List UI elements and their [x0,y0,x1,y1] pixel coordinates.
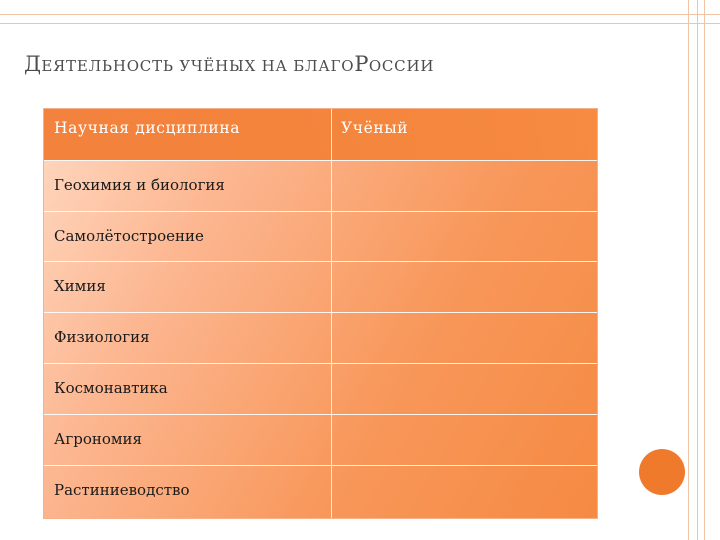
decor-vertical-line-1 [688,0,689,540]
row-divider [44,465,597,466]
row-discipline: Химия [54,277,106,295]
decor-vertical-line-3 [704,0,705,540]
decor-horizontal-line-1 [0,14,720,15]
row-divider [44,414,597,415]
title-part-2: ЕЯТЕЛЬНОСТЬ УЧЁНЫХ НА БЛАГО [41,57,355,75]
row-discipline: Космонавтика [54,379,168,397]
row-divider [44,312,597,313]
title-part-3: Р [354,52,369,76]
column-divider [331,109,332,518]
table-row [44,261,597,311]
decor-horizontal-line-2 [0,23,720,24]
header-scientist: Учёный [341,119,409,137]
row-divider [44,211,597,212]
slide-title [24,52,434,76]
row-discipline: Геохимия и биология [54,176,225,194]
table-row [44,414,597,464]
row-discipline: Растиниеводство [54,481,190,499]
decor-vertical-line-2 [697,0,698,540]
table-row [44,312,597,362]
title-part-1: Д [24,52,42,76]
title-part-4: ОССИИ [368,57,435,75]
row-discipline: Самолётостроение [54,227,204,245]
decor-circle [639,449,685,495]
row-divider [44,363,597,364]
table-row [44,211,597,261]
disciplines-table [44,109,597,518]
row-discipline: Физиология [54,328,150,346]
table-header-row [44,109,597,160]
header-discipline: Научная дисциплина [54,119,241,137]
row-discipline: Агрономия [54,430,143,448]
row-divider [44,160,597,161]
table-row [44,363,597,413]
table-row [44,465,597,515]
table-row [44,160,597,210]
row-divider [44,261,597,262]
